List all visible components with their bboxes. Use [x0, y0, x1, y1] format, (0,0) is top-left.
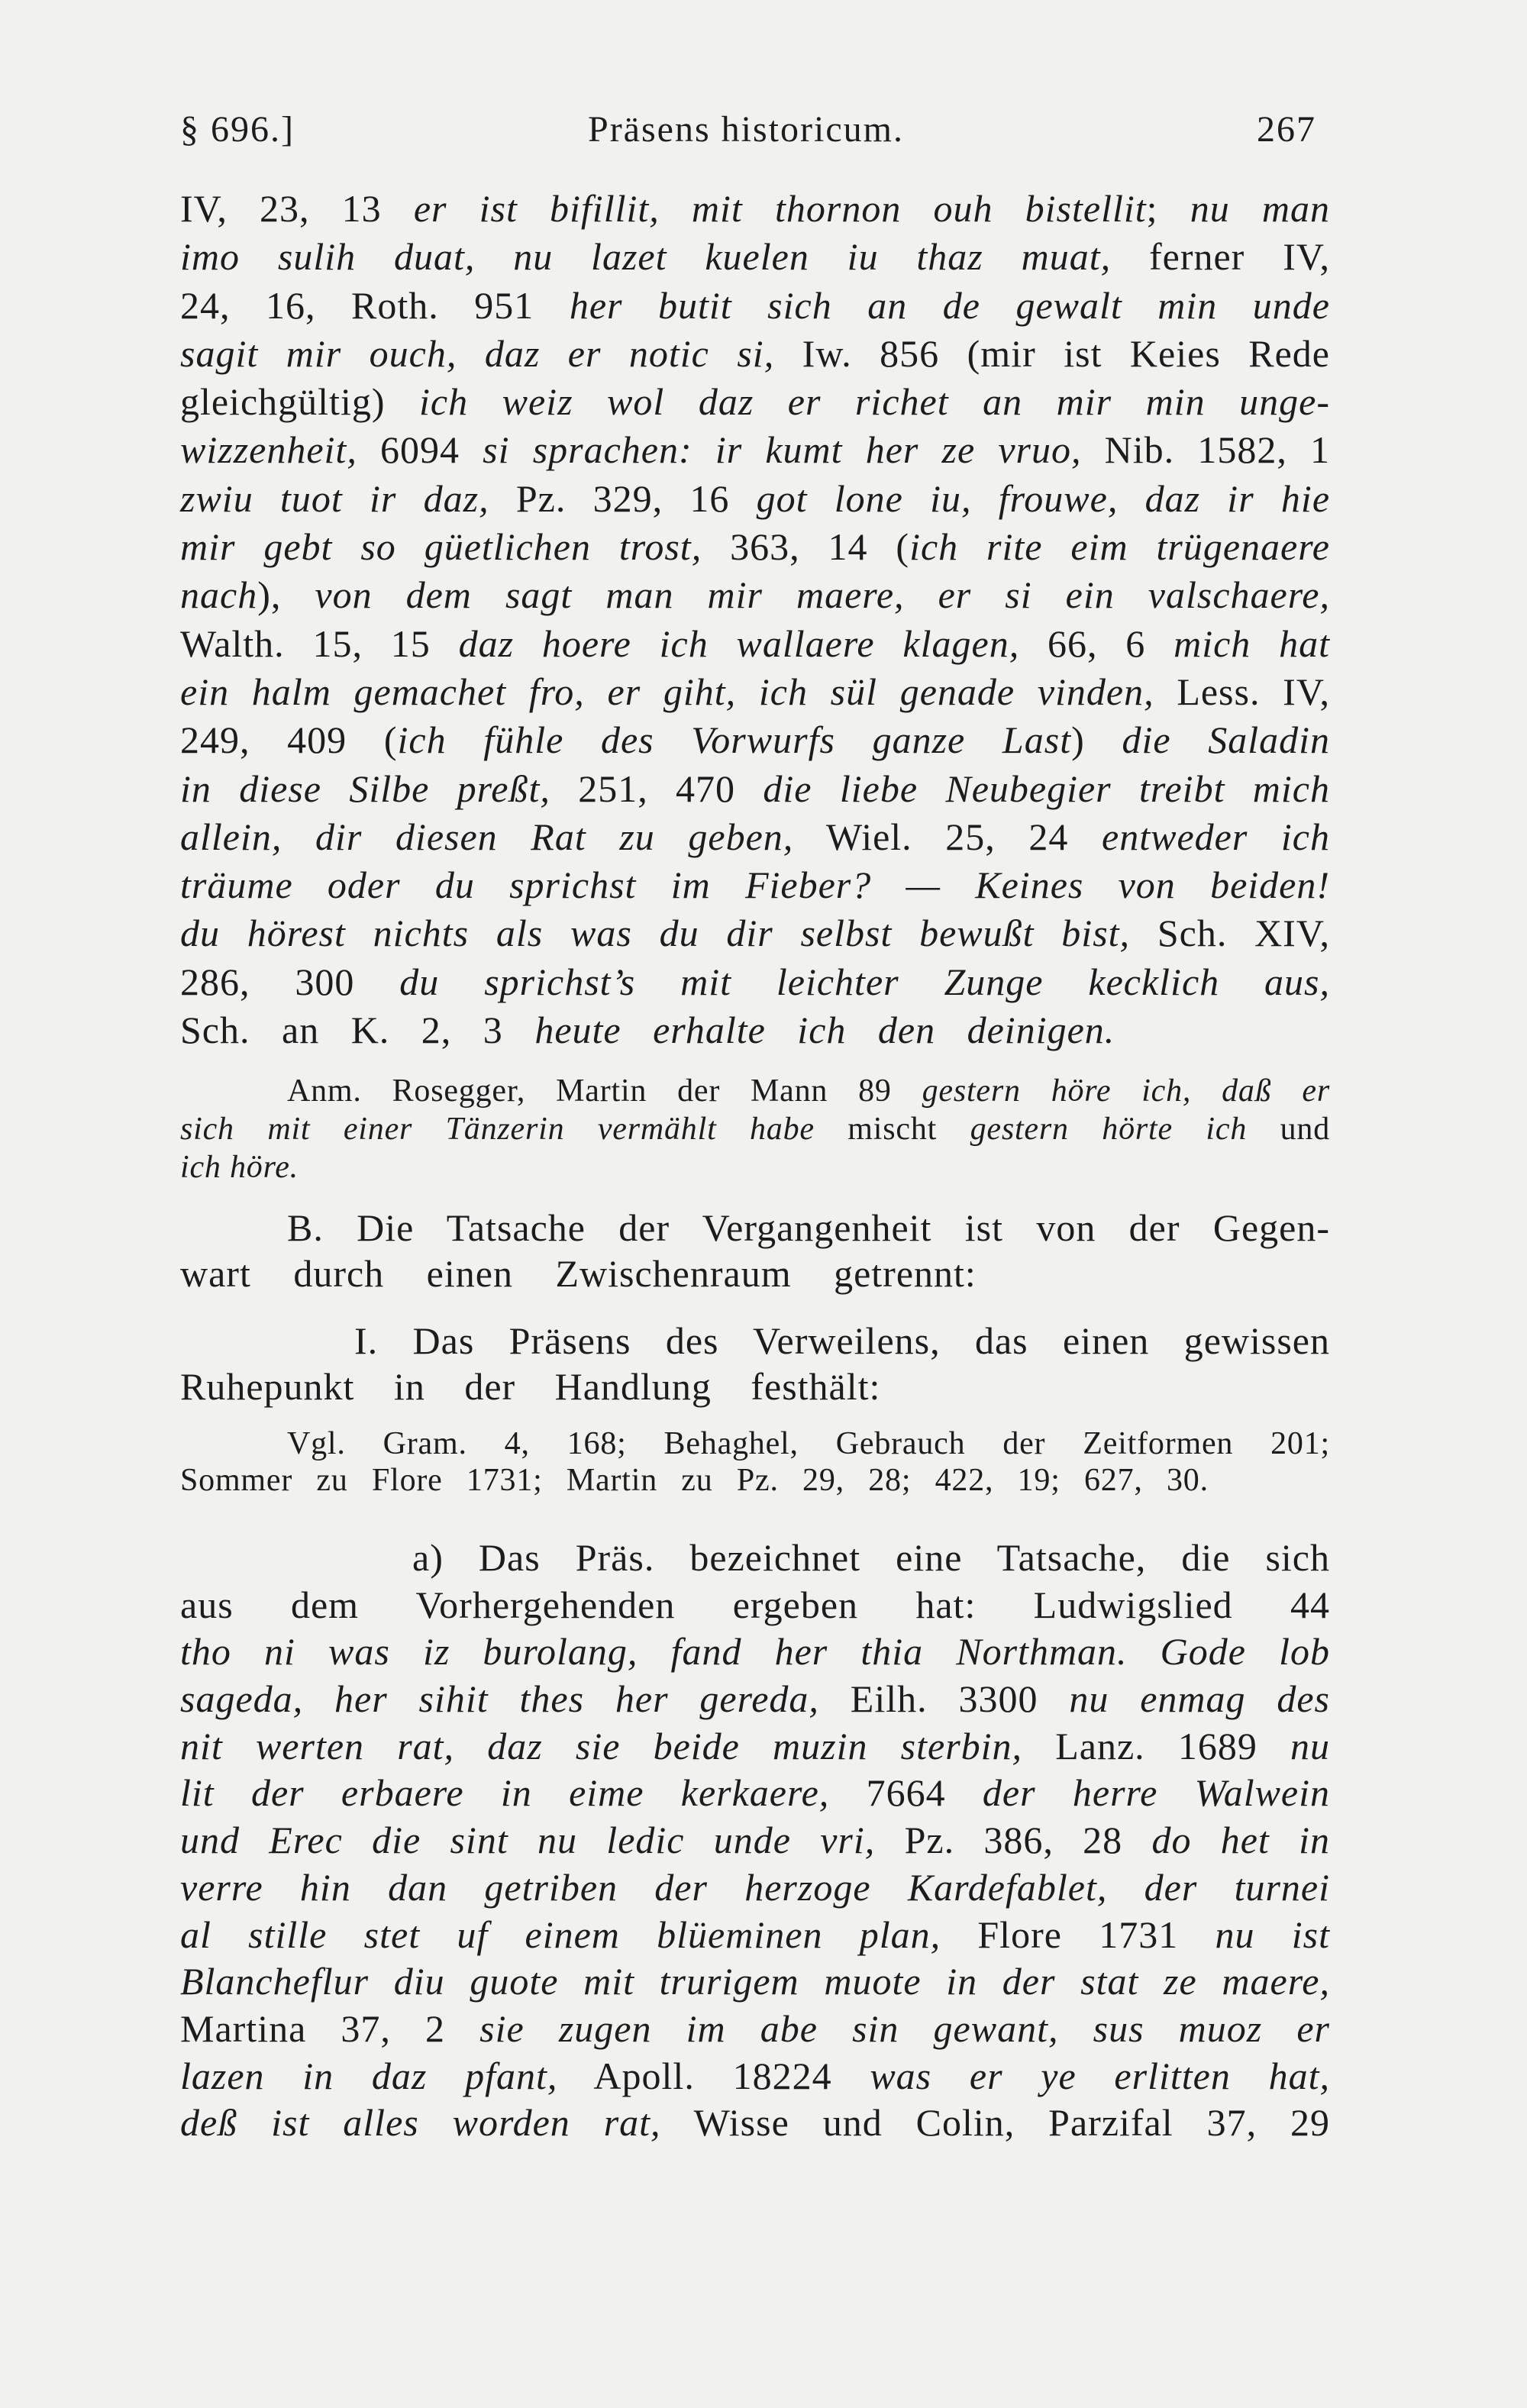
roman-text: 66, 6 [1019, 621, 1174, 665]
text-line [180, 1462, 1330, 1499]
text-line [180, 958, 1330, 1006]
text-line [180, 1535, 1330, 1582]
italic-text: nu man [1190, 187, 1331, 230]
italic-text: zwiu tuot ir daz, [180, 476, 489, 520]
italic-text: ich höre. [180, 1150, 299, 1185]
roman-text: Pz. 329, 16 [489, 476, 757, 520]
roman-text: Sch. XIV, [1130, 912, 1330, 955]
italic-text: und Erec die sint nu ledic unde vri, [180, 1819, 876, 1862]
text-line [180, 378, 1330, 426]
text-line [180, 813, 1330, 861]
roman-text: Flore 1731 [941, 1913, 1215, 1956]
text-line [180, 1006, 1330, 1054]
text-line [180, 1770, 1330, 1817]
text-line [180, 1582, 1330, 1629]
main-paragraph [180, 185, 1330, 1054]
italic-text: träume oder du sprichst im Fieber? — Keines von beiden! [180, 863, 1330, 907]
roman-text: ) [1071, 718, 1122, 762]
roman-text: mischt [814, 1112, 970, 1147]
italic-text: verre hin dan getriben der herzoge Kardefablet, der turnei [180, 1865, 1330, 1909]
italic-text: sageda, her sihit thes her gereda, [180, 1677, 819, 1721]
roman-text: Wiel. 25, 24 [793, 815, 1102, 858]
italic-text: Blancheflur diu guote mit trurigem muote in der stat ze maere, [180, 1960, 1330, 2003]
roman-text: 7664 [829, 1771, 983, 1815]
text-line [180, 426, 1330, 474]
roman-text: Less. IV, [1154, 670, 1330, 713]
text-line [180, 765, 1330, 813]
italic-text: sagit mir ouch, daz er notic si, [180, 331, 775, 375]
text-line [180, 1148, 1330, 1186]
text-line [180, 282, 1330, 330]
page-number: 267 [1257, 109, 1316, 150]
roman-text: 286, 300 [180, 960, 400, 1003]
text-line [180, 1072, 1330, 1110]
italic-text: ich rite eim trügenaere [909, 525, 1330, 569]
roman-text: 249, 409 ( [180, 718, 398, 762]
italic-text: du sprichst’s mit leichter Zunge kecklich aus, [399, 960, 1330, 1003]
text-line [180, 909, 1330, 957]
text-line [180, 2006, 1330, 2053]
italic-text: er ist bifillit, mit thornon ouh bistellit [413, 187, 1147, 230]
italic-text: wizzenheit, [180, 428, 357, 472]
text-line [180, 1817, 1330, 1864]
italic-text: tho ni was iz burolang, fand her thia Northman. Gode lob [180, 1630, 1330, 1674]
roman-text: Iw. 856 (mir ist Keies Rede [774, 331, 1330, 375]
roman-text: Wisse und Colin, Parzifal 37, 29 [660, 2101, 1330, 2145]
italic-text: al stille stet uf einem blüeminen plan, [180, 1913, 941, 1956]
italic-text: got lone iu, frouwe, daz ir hie [756, 476, 1331, 520]
italic-text: nu enmag des [1069, 1677, 1330, 1721]
roman-text: 363, 14 ( [702, 525, 910, 569]
roman-text: Apoll. 18224 [557, 2054, 870, 2097]
roman-text: aus dem Vorhergehenden ergeben hat: Ludwigslied 44 [180, 1583, 1330, 1626]
italic-text: gestern höre ich, daß er [922, 1073, 1330, 1109]
text-line [180, 1205, 1330, 1251]
text-line [180, 716, 1330, 764]
text-line [180, 2100, 1330, 2147]
text-line [180, 1318, 1330, 1364]
italic-text: lit der erbaere in eime kerkaere, [180, 1771, 830, 1815]
section-b-heading [180, 1205, 1330, 1296]
italic-text: ich weiz wol daz er richet an mir min unge- [419, 380, 1330, 424]
italic-text: si sprachen: ir kumt her ze vruo, [483, 428, 1082, 472]
italic-text: mich hat [1173, 621, 1330, 665]
roman-text: Eilh. 3300 [818, 1677, 1070, 1721]
roman-text: B. Die Tatsache der Vergangenheit ist von der Gegen- [287, 1206, 1330, 1249]
italic-text: deß ist alles worden rat, [180, 2101, 661, 2145]
italic-text: was er ye erlitten hat, [870, 2054, 1330, 2097]
italic-text: allein, dir diesen Rat zu geben, [180, 815, 794, 858]
literature-references [180, 1425, 1330, 1499]
roman-text: Sommer zu Flore 1731; Martin zu Pz. 29, 28; 422, 19; 627, 30. [180, 1463, 1209, 1498]
italic-text: von dem sagt man mir maere, er si ein valschaere, [315, 573, 1330, 617]
roman-text: ; [1146, 187, 1190, 230]
text-line [180, 1251, 1330, 1296]
roman-text: 24, 16, Roth. 951 [180, 283, 570, 327]
section-i-heading [180, 1318, 1330, 1409]
roman-text: 251, 470 [550, 767, 764, 810]
roman-text: I. Das Präsens des Verweilens, das einen gewissen [354, 1319, 1330, 1362]
text-line [180, 620, 1330, 668]
roman-text: 6094 [357, 428, 483, 472]
roman-text: wart durch einen Zwischenraum getrennt: [180, 1252, 977, 1295]
text-line [180, 861, 1330, 909]
italic-text: do het in [1151, 1819, 1330, 1862]
italic-text: gestern hörte ich [970, 1112, 1248, 1147]
roman-text: und [1247, 1112, 1330, 1147]
text-line [180, 1676, 1330, 1723]
italic-text: daz hoere ich wallaere klagen, [458, 621, 1020, 665]
text-line [180, 1723, 1330, 1770]
italic-text: imo sulih duat, nu lazet kuelen iu thaz muat, [180, 235, 1112, 279]
text-line [180, 1425, 1330, 1462]
italic-text: entweder ich [1102, 815, 1330, 858]
text-line [180, 1912, 1330, 1959]
italic-text: nu [1290, 1724, 1330, 1767]
roman-text: IV, 23, 13 [180, 187, 414, 230]
italic-text: mir gebt so güetlichen trost, [180, 525, 702, 569]
roman-text: gleichgültig) [180, 380, 420, 424]
roman-text: Pz. 386, 28 [875, 1819, 1152, 1862]
text-line [180, 233, 1330, 281]
roman-text: Sch. an K. 2, 3 [180, 1009, 535, 1052]
text-line [180, 330, 1330, 378]
annotation-note [180, 1072, 1330, 1186]
text-line [180, 185, 1330, 233]
roman-text: Nib. 1582, 1 [1081, 428, 1331, 472]
italic-text: nu ist [1215, 1913, 1330, 1956]
roman-text: ), [257, 573, 315, 617]
italic-text: heute erhalte ich den deinigen. [534, 1009, 1115, 1052]
italic-text: die liebe Neubegier treibt mich [763, 767, 1330, 810]
italic-text: nach [180, 573, 258, 617]
italic-text: lazen in daz pfant, [180, 2054, 558, 2097]
text-line [180, 1864, 1330, 1912]
text-line [180, 1364, 1330, 1409]
italic-text: du hörest nichts als was du dir selbst bewußt bist, [180, 912, 1131, 955]
italic-text: ein halm gemachet fro, er giht, ich sül genade vinden, [180, 670, 1154, 713]
text-line [180, 1110, 1330, 1148]
section-number: § 696.] [180, 109, 295, 150]
text-line [180, 1958, 1330, 2006]
italic-text: in diese Silbe preßt, [180, 767, 550, 810]
text-line [180, 475, 1330, 523]
text-line [180, 2053, 1330, 2100]
text-line [180, 1628, 1330, 1676]
italic-text: die Saladin [1122, 718, 1330, 762]
roman-text: a) Das Präs. bezeichnet eine Tatsache, die sich [412, 1536, 1330, 1579]
italic-text: sich mit einer Tänzerin vermählt habe [180, 1112, 815, 1147]
roman-text: Lanz. 1689 [1022, 1724, 1290, 1767]
italic-text: sie zugen im abe sin gewant, sus muoz er [479, 2006, 1330, 2050]
roman-text: Vgl. Gram. 4, 168; Behaghel, Gebrauch der Zeitformen 201; [287, 1426, 1330, 1461]
text-line [180, 571, 1330, 619]
running-title: Präsens historicum. [588, 109, 904, 150]
italic-text: her butit sich an de gewalt min unde [569, 283, 1330, 327]
text-line [180, 668, 1330, 716]
italic-text: nit werten rat, daz sie beide muzin sterbin, [180, 1724, 1023, 1767]
roman-text: ferner IV, [1111, 235, 1331, 279]
roman-text: Anm. Rosegger, Martin der Mann 89 [287, 1073, 922, 1109]
roman-text: Ruhepunkt in der Handlung festhält: [180, 1365, 881, 1408]
roman-text: Martina 37, 2 [180, 2006, 480, 2050]
italic-text: der herre Walwein [982, 1771, 1331, 1815]
roman-text: Walth. 15, 15 [180, 621, 459, 665]
italic-text: ich fühle des Vorwurfs ganze Last [397, 718, 1072, 762]
text-line [180, 523, 1330, 571]
section-a-paragraph [180, 1535, 1330, 2147]
